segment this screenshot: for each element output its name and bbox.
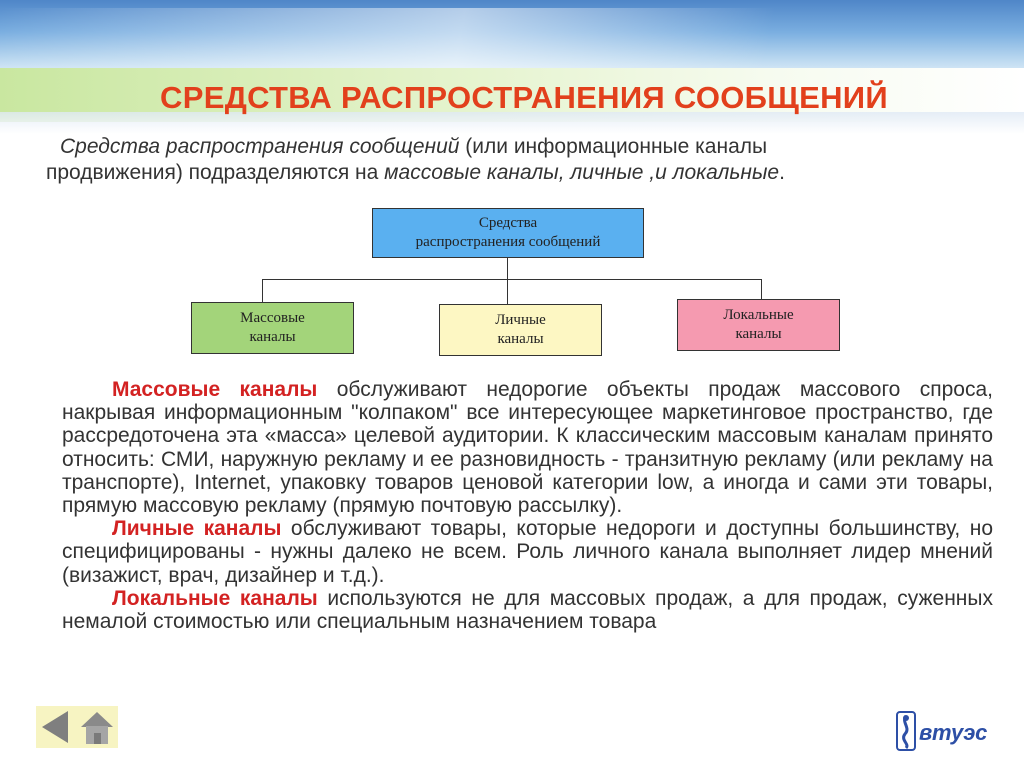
mass-node-line2: каналы: [249, 329, 296, 345]
navigation-panel: [36, 706, 118, 748]
connector-horizontal: [262, 279, 762, 280]
back-button[interactable]: [36, 706, 76, 748]
intro-text: [46, 134, 966, 186]
home-button[interactable]: [77, 706, 117, 748]
text-personal-channels: обслуживают товары, которые недороги и доступны большинству, но специфицированы - нужны далеко не всем. Роль личного канала выполняет лидер мнений (визажист, врач, дизайнер и т.д.).: [62, 517, 994, 587]
term-mass-channels: Массовые каналы: [112, 378, 318, 401]
local-node-line2: каналы: [735, 326, 782, 342]
connector-personal: [507, 279, 508, 304]
mass-node-line1: Массовые: [240, 310, 305, 326]
personal-node-line1: Личные: [495, 312, 546, 328]
logo-emblem-icon: [895, 708, 1007, 754]
paragraph-mass-channels: [62, 378, 993, 517]
intro-part2: продвижения) подразделяются на: [46, 161, 385, 184]
page-title: СРЕДСТВА РАСПРОСТРАНЕНИЯ СООБЩЕНИЙ: [160, 80, 888, 115]
university-logo: [895, 708, 1007, 754]
diagram-node-personal-channels: [439, 304, 602, 356]
diagram-node-local-channels: [677, 299, 840, 351]
connector-local: [761, 279, 762, 299]
logo-text: втуэс: [919, 720, 988, 745]
paragraph-local-channels: [62, 587, 993, 633]
diagram-root-node: [372, 208, 644, 258]
root-node-line1: Средства: [478, 215, 538, 231]
intro-part1: (или информационные каналы: [459, 135, 768, 158]
connector-root-stem: [507, 258, 508, 280]
personal-node-line2: каналы: [497, 331, 544, 347]
local-node-line1: Локальные: [723, 307, 794, 323]
home-icon: [77, 706, 117, 748]
arrow-left-icon: [36, 706, 76, 748]
body-text: [62, 378, 993, 633]
term-local-channels: Локальные каналы: [112, 586, 318, 610]
text-local-channels: используются не для массовых продаж, а для продаж, суженных немалой стоимостью или специальным назначением товара: [62, 586, 993, 634]
intro-end: .: [779, 161, 785, 184]
intro-types: массовые каналы, личные ,и локальные: [384, 161, 780, 184]
root-node-line2: распространения сообщений: [415, 234, 601, 250]
diagram-node-mass-channels: [191, 302, 354, 354]
intro-term: Средства распространения сообщений: [60, 135, 460, 158]
term-personal-channels: Личные каналы: [112, 517, 282, 541]
connector-mass: [262, 279, 263, 302]
text-mass-channels: обслуживают недорогие объекты продаж массового спроса, накрывая информационным "колпаком" все интересующее маркетинговое пространство, где рассредоточена эта «масса» целевой аудитории. К классическим массовым каналам принято относить: СМИ, наружную рекламу и ее разновидность - транзитную рекламу (или рекламу на транспорте), Internet, упаковку товаров ценовой категории low, а иногда и сами эти товары, прямую массовую рекламу (прямую почтовую рассылку).: [62, 378, 993, 518]
paragraph-personal-channels: [62, 517, 993, 587]
